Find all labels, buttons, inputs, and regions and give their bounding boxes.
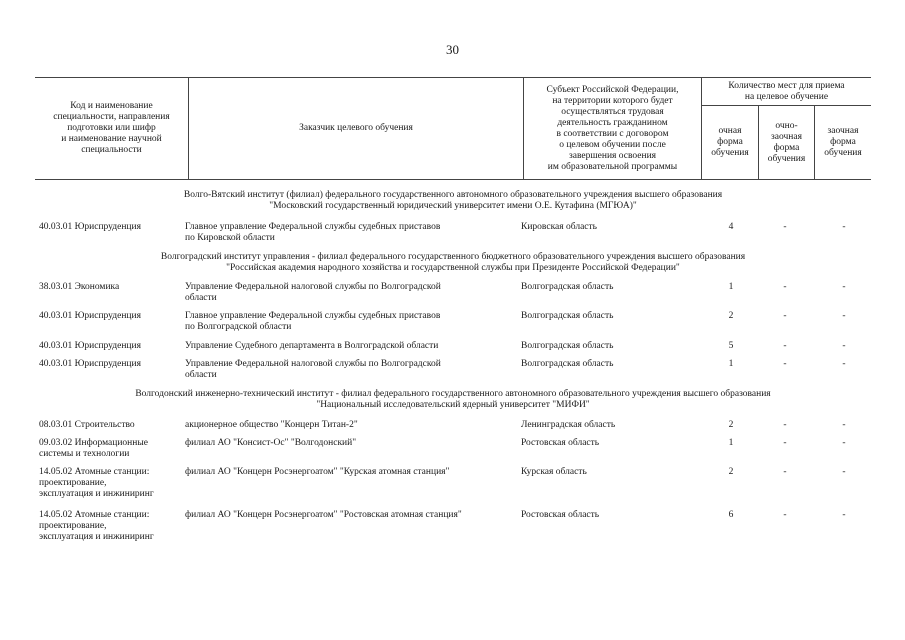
row-part-time: - (783, 282, 787, 292)
row-full-time: 4 (728, 222, 734, 232)
row-part-time: - (783, 341, 787, 351)
row-distance: - (842, 510, 846, 520)
page-number: 30 (446, 42, 459, 57)
row-full-time: 2 (728, 420, 734, 430)
row-customer: Главное управление Федеральной службы судебных приставов по Волгоградской области (185, 311, 441, 332)
row-code: 38.03.01 Экономика (39, 282, 120, 292)
header-places: Количество мест для приема на целевое обучение (728, 80, 845, 102)
row-customer: Управление Федеральной налоговой службы по Волгоградской области (185, 359, 441, 380)
row-customer: филиал АО "Концерн Росэнергоатом" "Ростовская атомная станция" (185, 510, 462, 520)
row-code: 40.03.01 Юриспруденция (39, 341, 141, 351)
row-distance: - (842, 420, 846, 430)
header-region: Субъект Российской Федерации, на территории которого будет осуществляться трудовая деятельность гражданином в соответствии с договором о целевом обучении после завершения освоения им образовательной программы (546, 84, 679, 172)
row-region: Кировская область (521, 222, 598, 232)
row-code: 40.03.01 Юриспруденция (39, 311, 141, 321)
row-customer: филиал АО "Концерн Росэнергоатом" "Курская атомная станция" (185, 467, 450, 477)
row-part-time: - (783, 510, 787, 520)
row-part-time: - (783, 420, 787, 430)
row-part-time: - (783, 467, 787, 477)
row-full-time: 2 (728, 311, 734, 321)
row-customer: Управление Судебного департамента в Волгоградской области (185, 341, 439, 351)
row-code: 09.03.02 Информационные системы и технологии (39, 438, 148, 459)
row-distance: - (842, 359, 846, 369)
row-full-time: 5 (728, 341, 734, 351)
row-code: 40.03.01 Юриспруденция (39, 359, 141, 369)
row-region: Волгоградская область (521, 311, 614, 321)
row-code: 14.05.02 Атомные станции: проектирование, эксплуатация и инжиниринг (39, 510, 154, 542)
row-distance: - (842, 467, 846, 477)
row-region: Волгоградская область (521, 282, 614, 292)
row-part-time: - (783, 438, 787, 448)
row-part-time: - (783, 359, 787, 369)
row-region: Курская область (521, 467, 587, 477)
row-code: 08.03.01 Строительство (39, 420, 135, 430)
row-distance: - (842, 311, 846, 321)
row-distance: - (842, 282, 846, 292)
row-region: Ростовская область (521, 438, 600, 448)
section-title: Волгоградский институт управления - филиал федерального государственного бюджетного образовательного учреждения высшего образования "Российская академия народного хозяйства и государственной службы при Президенте Российской Федерации" (160, 252, 746, 273)
row-full-time: 6 (728, 510, 734, 520)
row-part-time: - (783, 311, 787, 321)
row-distance: - (842, 222, 846, 232)
row-code: 14.05.02 Атомные станции: проектирование, эксплуатация и инжиниринг (39, 467, 154, 499)
section-title: Волго-Вятский институт (филиал) федерального государственного автономного образовательного учреждения высшего образования "Московский государственный юридический университет имени О.Е. Кутафина (МГЮА)" (183, 190, 723, 211)
row-customer: акционерное общество "Концерн Титан-2" (185, 420, 358, 430)
section-title: Волгодонский инженерно-технический институт - филиал федерального государственного автономного образовательного учреждения высшего образования "Национальный исследовательский ядерный университет "МИФИ" (135, 389, 771, 410)
header-distance: заочная форма обучения (824, 126, 862, 158)
row-customer: Управление Федеральной налоговой службы по Волгоградской области (185, 282, 441, 303)
header-code: Код и наименование специальности, направления подготовки или шифр и наименование научной специальности (53, 101, 170, 155)
row-region: Ленинградская область (521, 420, 616, 430)
row-part-time: - (783, 222, 787, 232)
header-full-time: очная форма обучения (711, 126, 749, 158)
row-customer: филиал АО "Консист-Ос" "Волгодонский" (185, 438, 357, 448)
row-full-time: 1 (728, 359, 734, 369)
row-region: Волгоградская область (521, 359, 614, 369)
row-full-time: 1 (728, 282, 734, 292)
header-customer: Заказчик целевого обучения (299, 123, 413, 133)
row-code: 40.03.01 Юриспруденция (39, 222, 141, 232)
row-region: Ростовская область (521, 510, 600, 520)
row-customer: Главное управление Федеральной службы судебных приставов по Кировской области (185, 222, 441, 243)
row-region: Волгоградская область (521, 341, 614, 351)
row-distance: - (842, 438, 846, 448)
row-distance: - (842, 341, 846, 351)
header-part-time: очно- заочная форма обучения (767, 120, 806, 164)
row-full-time: 1 (728, 438, 734, 448)
table-header (35, 77, 871, 180)
row-full-time: 2 (728, 467, 734, 477)
